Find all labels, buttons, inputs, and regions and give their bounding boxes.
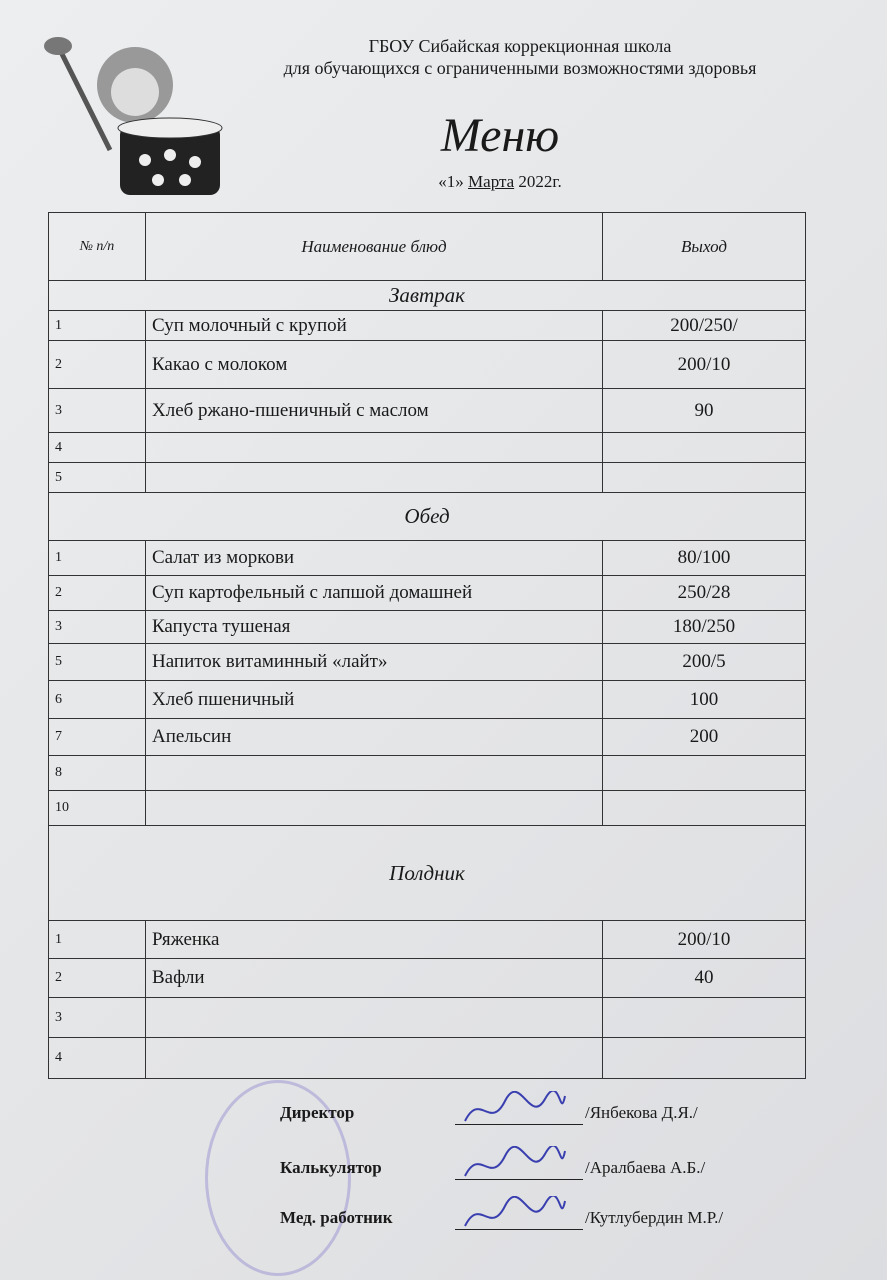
item-number: 10 <box>49 791 146 826</box>
table-row <box>49 1038 806 1079</box>
portion-yield: 80/100 <box>603 541 806 576</box>
item-number: 7 <box>49 719 146 756</box>
item-number: 5 <box>49 463 146 493</box>
item-number: 4 <box>49 1038 146 1079</box>
table-row <box>49 389 806 433</box>
item-number: 3 <box>49 998 146 1038</box>
table-row <box>49 433 806 463</box>
portion-yield <box>603 791 806 826</box>
table-row <box>49 959 806 998</box>
dish-name: Салат из моркови <box>146 541 603 576</box>
signature-name: /Кутлубердин М.Р./ <box>585 1208 724 1227</box>
dish-name: Хлеб пшеничный <box>146 681 603 719</box>
column-header: № п/п <box>49 213 146 281</box>
item-number: 8 <box>49 756 146 791</box>
table-row <box>49 341 806 389</box>
section-row <box>49 281 806 311</box>
dish-name <box>146 463 603 493</box>
table-row <box>49 681 806 719</box>
handwritten-signature <box>460 1146 570 1186</box>
table-row <box>49 541 806 576</box>
item-number: 2 <box>49 959 146 998</box>
dish-name <box>146 1038 603 1079</box>
menu-table <box>48 212 806 1079</box>
portion-yield: 200/250/ <box>603 311 806 341</box>
handwritten-signature <box>460 1196 570 1236</box>
section-row <box>49 493 806 541</box>
signature-name: /Янбекова Д.Я./ <box>585 1103 698 1122</box>
portion-yield: 40 <box>603 959 806 998</box>
dish-name <box>146 791 603 826</box>
dish-name: Какао с молоком <box>146 341 603 389</box>
portion-yield <box>603 1038 806 1079</box>
page-title: Меню <box>440 109 560 162</box>
table-row <box>49 611 806 644</box>
dish-name <box>146 998 603 1038</box>
portion-yield: 100 <box>603 681 806 719</box>
signature-name: /Аралбаева А.Б./ <box>585 1158 706 1177</box>
menu-date <box>300 172 700 192</box>
item-number: 5 <box>49 644 146 681</box>
section-title: Завтрак <box>49 281 806 311</box>
dish-name: Суп картофельный с лапшой домашней <box>146 576 603 611</box>
signature-role: Мед. работник <box>280 1208 393 1227</box>
dish-name: Апельсин <box>146 719 603 756</box>
item-number: 3 <box>49 389 146 433</box>
column-header: Наименование блюд <box>146 213 603 281</box>
signature-role: Калькулятор <box>280 1158 382 1177</box>
portion-yield: 200/10 <box>603 341 806 389</box>
date-year: 2022г. <box>518 172 562 191</box>
item-number: 1 <box>49 541 146 576</box>
dish-name <box>146 433 603 463</box>
school-name: ГБОУ Сибайская коррекционная школа <box>368 36 672 56</box>
portion-yield <box>603 463 806 493</box>
portion-yield: 250/28 <box>603 576 806 611</box>
dish-name: Напиток витаминный «лайт» <box>146 644 603 681</box>
item-number: 3 <box>49 611 146 644</box>
dish-name: Хлеб ржано-пшеничный с маслом <box>146 389 603 433</box>
column-header: Выход <box>603 213 806 281</box>
section-title: Полдник <box>49 826 806 921</box>
signature-role: Директор <box>280 1103 355 1122</box>
portion-yield <box>603 998 806 1038</box>
table-row <box>49 576 806 611</box>
item-number: 2 <box>49 341 146 389</box>
table-row <box>49 756 806 791</box>
dish-name <box>146 756 603 791</box>
item-number: 1 <box>49 311 146 341</box>
portion-yield <box>603 756 806 791</box>
table-row <box>49 644 806 681</box>
portion-yield: 200/10 <box>603 921 806 959</box>
dish-name: Ряженка <box>146 921 603 959</box>
item-number: 6 <box>49 681 146 719</box>
handwritten-signature <box>460 1091 570 1131</box>
dish-name: Капуста тушеная <box>146 611 603 644</box>
section-row <box>49 826 806 921</box>
section-title: Обед <box>49 493 806 541</box>
item-number: 1 <box>49 921 146 959</box>
portion-yield: 200/5 <box>603 644 806 681</box>
item-number: 4 <box>49 433 146 463</box>
item-number: 2 <box>49 576 146 611</box>
table-row <box>49 463 806 493</box>
date-month: Марта <box>468 172 515 191</box>
dish-name: Суп молочный с крупой <box>146 311 603 341</box>
date-day: «1» <box>438 172 464 191</box>
portion-yield <box>603 433 806 463</box>
table-row <box>49 998 806 1038</box>
table-row <box>49 921 806 959</box>
portion-yield: 90 <box>603 389 806 433</box>
table-header-row <box>49 213 806 281</box>
portion-yield: 200 <box>603 719 806 756</box>
table-row <box>49 311 806 341</box>
table-row <box>49 719 806 756</box>
table-row <box>49 791 806 826</box>
school-subtitle: для обучающихся с ограниченными возможностями здоровья <box>283 58 757 78</box>
dish-name: Вафли <box>146 959 603 998</box>
portion-yield: 180/250 <box>603 611 806 644</box>
